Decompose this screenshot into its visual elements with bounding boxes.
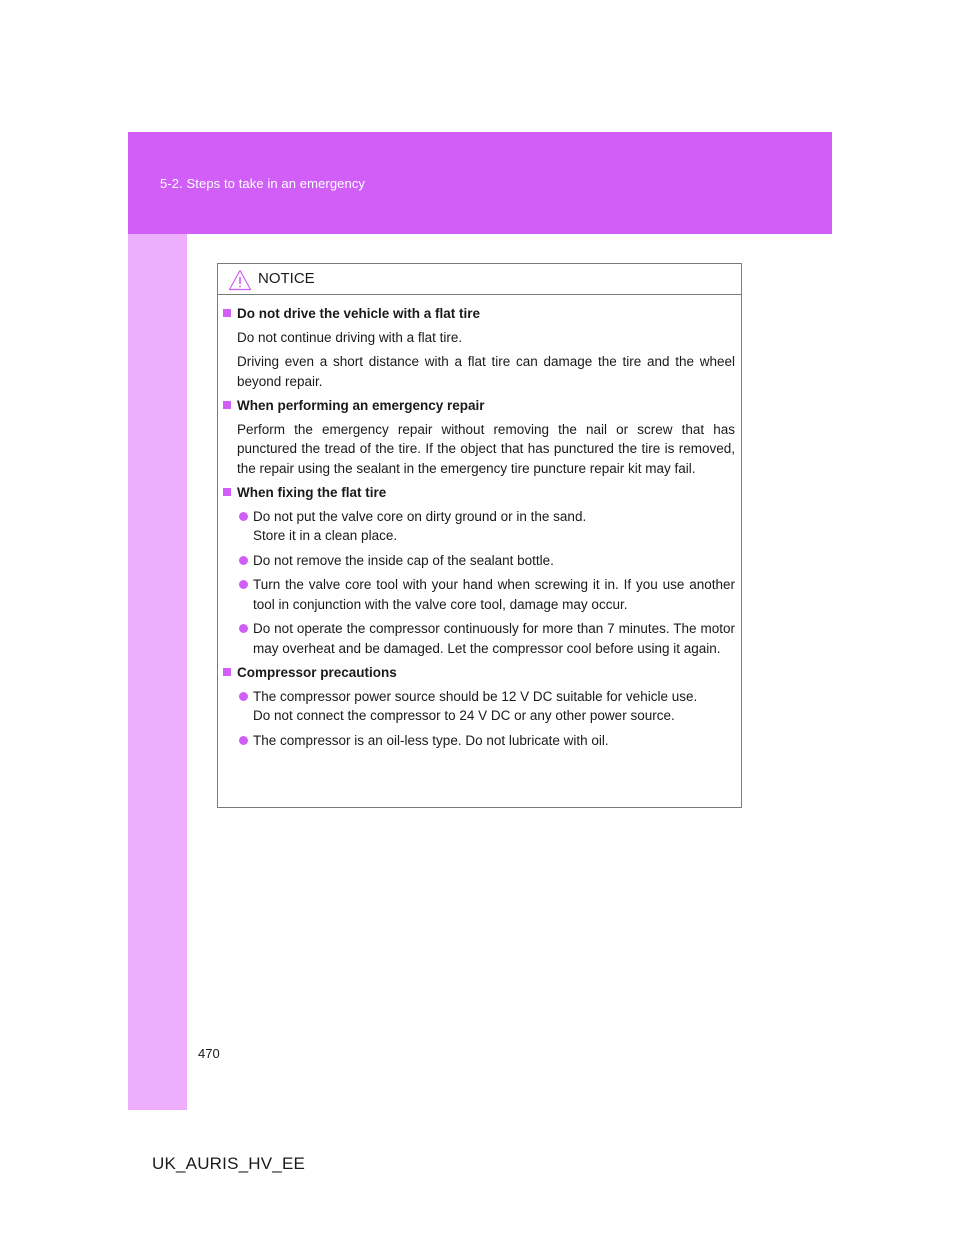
bullet-line: Do not operate the compressor continuously for more than 7 minutes. The motor may overheat and be damaged. Let the compressor cool before using it again. (253, 621, 735, 656)
bullet-text (253, 731, 735, 751)
notice-topic (223, 483, 735, 658)
round-bullet-icon (239, 556, 248, 565)
bullet-line: The compressor power source should be 12 V DC suitable for vehicle use. (253, 688, 698, 704)
notice-box (217, 263, 742, 808)
notice-body (218, 295, 741, 750)
bullet-line: Turn the valve core tool with your hand when screwing it in. If you use another tool in conjunction with the valve core tool, damage may occur. (253, 577, 735, 612)
bullet-line: The compressor is an oil-less type. Do not lubricate with oil. (253, 732, 609, 748)
round-bullet-icon (239, 512, 248, 521)
topic-heading (223, 396, 735, 416)
bullet-text (253, 551, 735, 571)
topic-heading-text: Compressor precautions (237, 665, 397, 680)
document-code: UK_AURIS_HV_EE (152, 1154, 306, 1173)
round-bullet-icon (239, 624, 248, 633)
header-band (128, 132, 832, 234)
notice-topic (223, 663, 735, 750)
bullet-line: Do not remove the inside cap of the sealant bottle. (253, 552, 554, 568)
warning-triangle-icon (228, 269, 252, 291)
notice-title: NOTICE (258, 270, 315, 287)
topic-heading-text: When fixing the flat tire (237, 485, 387, 500)
bullet-text (253, 507, 735, 546)
notice-header (218, 264, 741, 295)
topic-heading-text: Do not drive the vehicle with a flat tire (237, 306, 481, 321)
square-bullet-icon (223, 309, 231, 317)
bullet-item (239, 619, 735, 658)
bullet-text (253, 575, 735, 614)
bullet-item (239, 551, 735, 571)
topic-paragraph: Do not continue driving with a flat tire. (237, 329, 463, 345)
topic-heading (223, 483, 735, 503)
topic-paragraph: Perform the emergency repair without removing the nail or screw that has punctured the tread of the tire. If the object that has punctured the tire is removed, the repair using the sealant in the emergency tire puncture repair kit may fail. (237, 421, 735, 476)
topic-heading-text: When performing an emergency repair (237, 398, 485, 413)
page-number: 470 (198, 1046, 220, 1061)
bullet-text (253, 619, 735, 658)
bullet-line: Do not put the valve core on dirty ground or in the sand. (253, 508, 587, 524)
square-bullet-icon (223, 668, 231, 676)
bullet-line: Store it in a clean place. (253, 528, 398, 543)
bullet-item (239, 731, 735, 751)
bullet-line: Do not connect the compressor to 24 V DC or any other power source. (253, 708, 675, 723)
notice-topic (223, 396, 735, 478)
topic-heading (223, 304, 735, 324)
round-bullet-icon (239, 736, 248, 745)
round-bullet-icon (239, 580, 248, 589)
notice-topic (223, 304, 735, 391)
section-title: 5-2. Steps to take in an emergency (160, 176, 366, 191)
topic-heading (223, 663, 735, 683)
bullet-item (239, 575, 735, 614)
bullet-item (239, 687, 735, 726)
topic-paragraph: Driving even a short distance with a flat tire can damage the tire and the wheel beyond repair. (237, 354, 735, 389)
square-bullet-icon (223, 401, 231, 409)
bullet-item (239, 507, 735, 546)
bullet-text (253, 687, 735, 726)
side-band (128, 234, 187, 1110)
square-bullet-icon (223, 488, 231, 496)
round-bullet-icon (239, 692, 248, 701)
